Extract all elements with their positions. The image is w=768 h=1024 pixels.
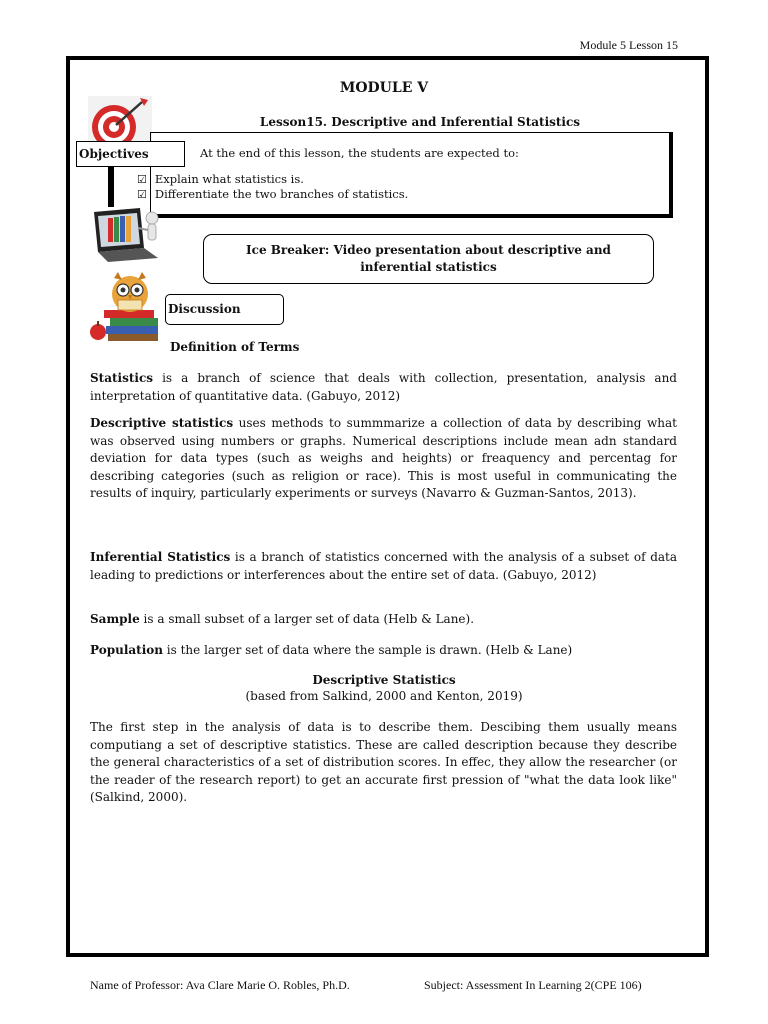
objectives-intro: At the end of this lesson, the students are expected to:	[200, 146, 519, 160]
objectives-label: Objectives	[76, 141, 185, 167]
discussion-label: Discussion	[165, 294, 284, 325]
descriptive-section-title: Descriptive Statistics	[312, 673, 456, 687]
footer-subject: Subject: Assessment In Learning 2(CPE 106)	[424, 978, 642, 992]
owl-books-icon	[88, 270, 164, 344]
definition-population: Population is the larger set of data where the sample is drawn. (Helb & Lane)	[90, 643, 573, 657]
laptop-books-icon	[88, 204, 166, 264]
objective-item: ☑ Differentiate the two branches of statistics.	[137, 187, 409, 201]
objective-item: ☑ Explain what statistics is.	[137, 172, 304, 186]
definition-descriptive-statistics: Descriptive statistics uses methods to summmarize a collection of data by describing what was observed using numbers or graphs. Numerical descriptions include mean adn standard deviation for data types (such as weighs and heights) or freaquency and percentag for describing categories (such as religion or race). This is most useful in communicating the results of inquiry, particularly experiments or surveys (Navarro & Guzman-Santos, 2013).	[90, 416, 678, 501]
descriptive-section-subtitle: (based from Salkind, 2000 and Kenton, 2019)	[245, 689, 523, 703]
module-title: MODULE V	[339, 80, 429, 96]
checkbox-checked-icon: ☑	[137, 173, 147, 186]
definition-statistics: Statistics is a branch of science that deals with collection, presentation, analysis and interpretation of quantitative data. (Gabuyo, 2012)	[90, 371, 677, 403]
header-module-lesson: Module 5 Lesson 15	[579, 38, 678, 52]
objectives-connector	[108, 167, 114, 207]
footer-professor: Name of Professor: Ava Clare Marie O. Robles, Ph.D.	[90, 978, 350, 992]
descriptive-section-paragraph: The first step in the analysis of data is to describe them. Descibing them usually means computiang a set of descriptive statistics. These are called description because they describe the general characteristics of a set of distribution scores. In effec, they allow the researcher (or the reader of the research report) to get an accurate first pression of "what the data look like" (Salkind, 2000).	[90, 720, 677, 805]
ice-breaker-box: Ice Breaker: Video presentation about descriptive and inferential statistics	[203, 234, 654, 284]
checkbox-checked-icon: ☑	[137, 188, 147, 201]
definition-title: Definition of Terms	[170, 340, 300, 354]
lesson-title: Lesson15. Descriptive and Inferential Statistics	[259, 115, 581, 129]
definition-sample: Sample is a small subset of a larger set of data (Helb & Lane).	[90, 612, 475, 626]
definition-inferential-statistics: Inferential Statistics is a branch of statistics concerned with the analysis of a subset of data leading to predictions or interferences about the entire set of data. (Gabuyo, 2012)	[90, 550, 678, 582]
